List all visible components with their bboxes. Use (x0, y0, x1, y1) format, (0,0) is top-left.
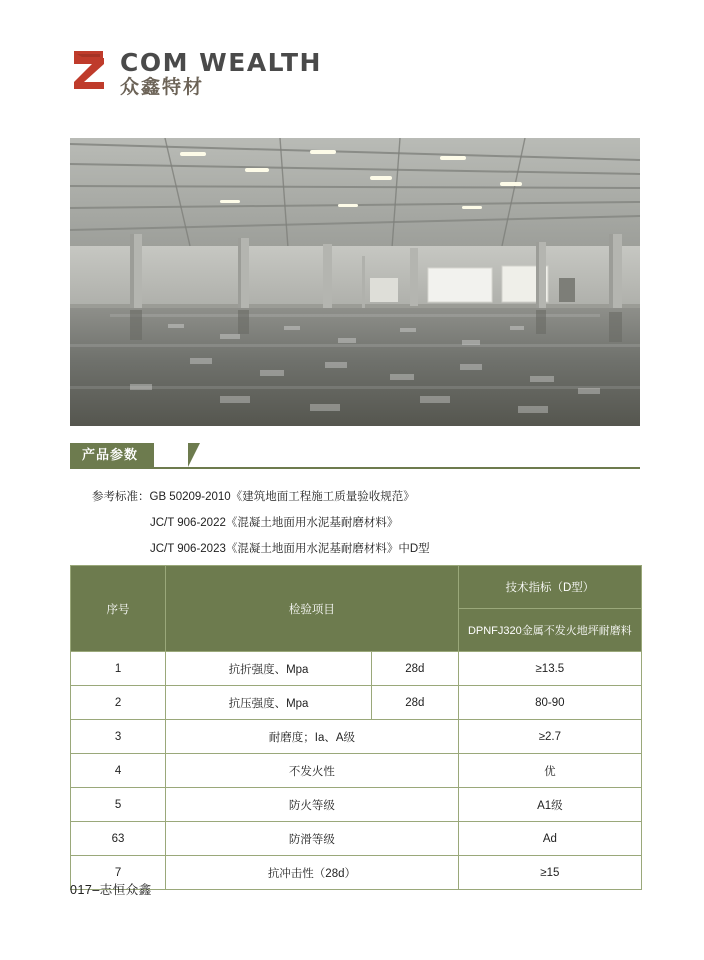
section-divider (70, 467, 640, 469)
header-tech: 技术指标（D型） (458, 566, 641, 609)
section-tab-arrow-icon (188, 443, 200, 467)
cell-no: 5 (71, 788, 166, 822)
brand-chinese-name: 众鑫特材 (120, 77, 205, 99)
cell-no: 1 (71, 652, 166, 686)
cell-value: ≥2.7 (458, 720, 641, 754)
cell-item: 抗折强度、Mpa (166, 652, 372, 686)
cell-value: ≥13.5 (458, 652, 641, 686)
cell-item: 耐磨度；Ia、A级 (166, 720, 459, 754)
reference-standards (92, 484, 632, 562)
brand-english-name: COM WEALTH (120, 48, 322, 77)
table-row (71, 856, 642, 890)
cell-value: A1级 (458, 788, 641, 822)
cell-no: 7 (71, 856, 166, 890)
parameters-table (70, 565, 642, 890)
document-code: 017–志恒众鑫 (70, 883, 152, 897)
header-item: 检验项目 (166, 566, 459, 652)
cell-no: 4 (71, 754, 166, 788)
cell-item: 抗冲击性（28d） (166, 856, 459, 890)
brand-logo (70, 48, 322, 99)
parameters-table-wrap (70, 565, 642, 890)
brand-logo-text (120, 48, 322, 99)
header-product: DPNFJ320金属不发火地坪耐磨料 (458, 609, 641, 652)
cell-no: 3 (71, 720, 166, 754)
table-row (71, 652, 642, 686)
cell-item: 防火等级 (166, 788, 459, 822)
table-row (71, 788, 642, 822)
cell-value: Ad (458, 822, 641, 856)
cell-value: ≥15 (458, 856, 641, 890)
cell-no: 63 (71, 822, 166, 856)
cell-age: 28d (371, 652, 458, 686)
header-no: 序号 (71, 566, 166, 652)
hero-photo (70, 138, 640, 426)
cell-age: 28d (371, 686, 458, 720)
table-row (71, 754, 642, 788)
cell-item: 抗压强度、Mpa (166, 686, 372, 720)
table-header-row (71, 566, 642, 609)
cell-value: 80-90 (458, 686, 641, 720)
table-row (71, 720, 642, 754)
section-header (70, 443, 640, 473)
table-row (71, 686, 642, 720)
standard-line-2: JC/T 906-2022《混凝土地面用水泥基耐磨材料》 (150, 517, 399, 529)
cell-item: 防滑等级 (166, 822, 459, 856)
stylized-z-logo-icon (70, 48, 112, 92)
cell-value: 优 (458, 754, 641, 788)
standard-line-3: JC/T 906-2023《混凝土地面用水泥基耐磨材料》中D型 (150, 543, 430, 555)
cell-no: 2 (71, 686, 166, 720)
standard-line-1: 参考标准：GB 50209-2010《建筑地面工程施工质量验收规范》 (92, 491, 415, 503)
section-title: 产品参数 (70, 443, 154, 467)
table-row (71, 822, 642, 856)
cell-item: 不发火性 (166, 754, 459, 788)
